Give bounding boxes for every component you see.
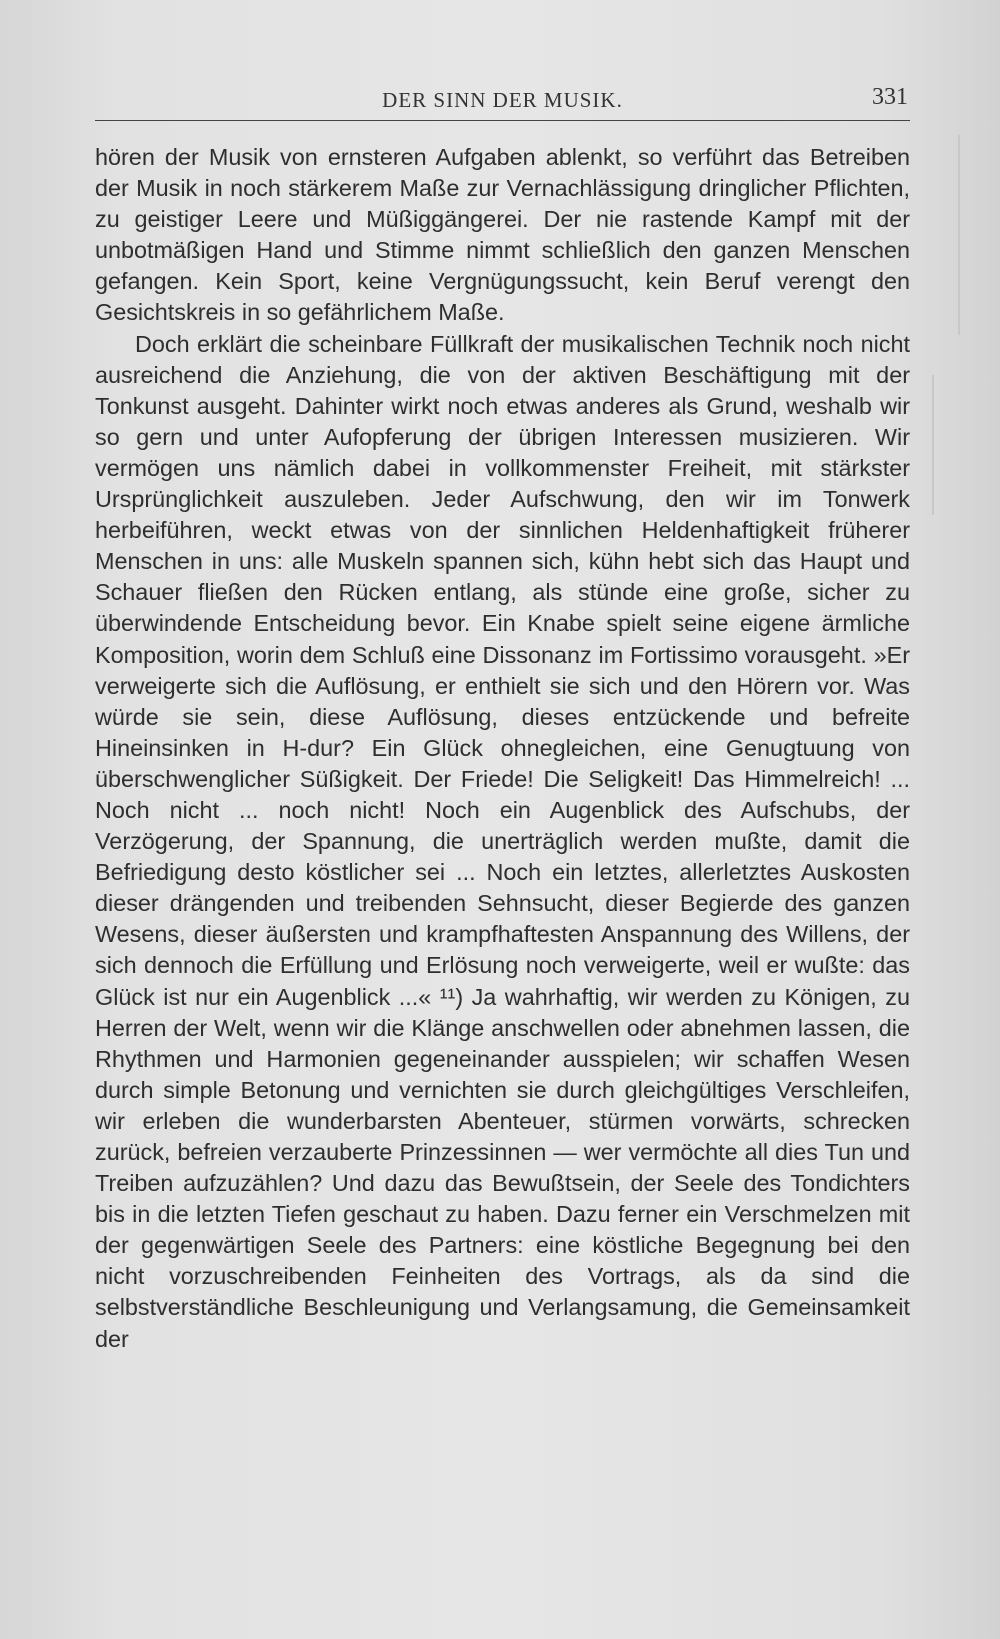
margin-shadow-mark: [932, 375, 934, 515]
body-text: [95, 142, 910, 1355]
page-number: 331: [872, 84, 908, 110]
running-title: DER SINN DER MUSIK.: [382, 88, 623, 112]
margin-shadow-mark: [958, 135, 960, 335]
page-header: [95, 84, 910, 121]
paragraph: Doch erklärt die scheinbare Füllkraft der musikalischen Technik noch nicht ausreichend die Anziehung, die von der aktiven Beschäftigung mit der Tonkunst ausgeht. Dahinter wirkt noch etwas anderes als Grund, weshalb wir so gern und unter Aufopferung der übrigen Interessen musizieren. Wir vermögen uns nämlich dabei in vollkommenster Freiheit, mit stärkster Ursprünglichkeit auszuleben. Jeder Aufschwung, den wir im Tonwerk herbeiführen, weckt etwas von der sinnlichen Heldenhaftigkeit früherer Menschen in uns: alle Muskeln spannen sich, kühn hebt sich das Haupt und Schauer fließen den Rücken entlang, als stünde eine große, sicher zu überwindende Entscheidung bevor. Ein Knabe spielt seine eigene ärmliche Komposition, worin dem Schluß eine Dissonanz im Fortissimo vorausgeht. »Er verweigerte sich die Auflösung, er enthielt sie sich und den Hörern vor. Was würde sie sein, diese Auflösung, dieses entzückende und befreite Hineinsinken in H-dur? Ein Glück ohnegleichen, eine Genugtuung von überschwenglicher Süßigkeit. Der Friede! Die Seligkeit! Das Himmelreich! ... Noch nicht ... noch nicht! Noch ein Augenblick des Aufschubs, der Verzögerung, der Spannung, die unerträglich werden mußte, damit die Befriedigung desto köstlicher sei ... Noch ein letztes, allerletztes Auskosten dieser drängenden und treibenden Sehnsucht, dieser Begierde des ganzen Wesens, dieser äußersten und krampfhaftesten Anspannung des Willens, der sich dennoch die Erfüllung und Erlösung noch verweigerte, weil er wußte: das Glück ist nur ein Augenblick ...« ¹¹) Ja wahrhaftig, wir werden zu Königen, zu Herren der Welt, wenn wir die Klänge anschwellen oder abnehmen lassen, die Rhythmen und Harmonien gegeneinander ausspielen; wir schaffen Wesen durch simple Betonung und vernichten sie durch gleichgültiges Verschleifen, wir erleben die wunderbarsten Abenteuer, stürmen vorwärts, schrecken zurück, befreien verzauberte Prinzessinnen — wer vermöchte all dies Tun und Treiben aufzuzählen? Und dazu das Bewußtsein, der Seele des Tondichters bis in die letzten Tiefen geschaut zu haben. Dazu ferner ein Verschmelzen mit der gegenwärtigen Seele des Partners: eine köstliche Begegnung bei den nicht vorzuschreibenden Feinheiten des Vortrags, als da sind die selbstverständliche Beschleunigung und Verlangsamung, die Gemeinsamkeit der: [95, 330, 910, 1352]
paragraph-continuation: hören der Musik von ernsteren Aufgaben ablenkt, so verführt das Betreiben der Musik in noch stärkerem Maße zur Vernachlässigung dringlicher Pflichten, zu geistiger Leere und Müßiggängerei. Der nie rastende Kampf mit der unbotmäßigen Hand und Stimme nimmt schließlich den ganzen Menschen gefangen. Kein Sport, keine Vergnügungssucht, kein Beruf verengt den Gesichtskreis in so gefährlichem Maße.: [95, 144, 910, 326]
